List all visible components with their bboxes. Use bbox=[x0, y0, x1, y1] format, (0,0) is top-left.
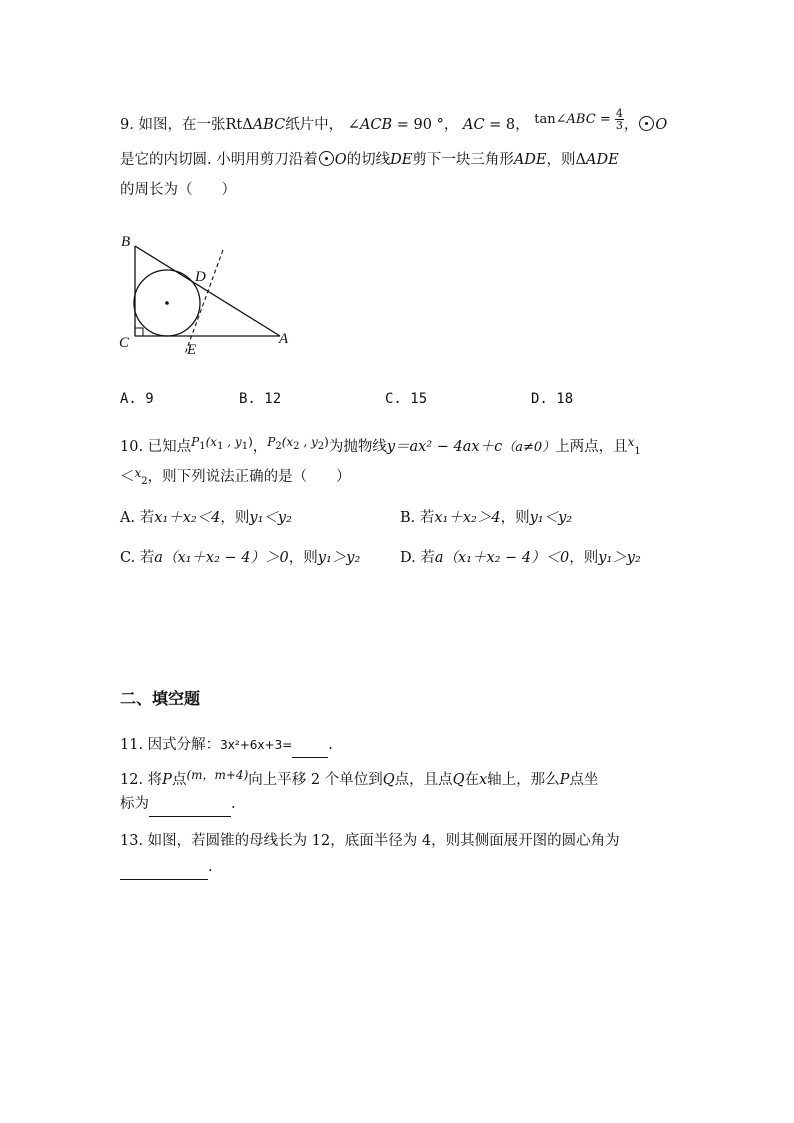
triangle-incircle-figure bbox=[115, 230, 295, 360]
q12-line2: 标为 . bbox=[120, 794, 236, 817]
q9-option-a[interactable]: A. 9 bbox=[120, 391, 154, 407]
q10-number: 10. bbox=[120, 439, 144, 455]
q9-option-c[interactable]: C. 15 bbox=[385, 391, 428, 407]
q10-option-a[interactable]: A. 若x₁＋x₂＜4，则y₁＜y₂ bbox=[120, 510, 292, 526]
point-p1: P1(x1 , y1) bbox=[191, 435, 253, 452]
tangent-de bbox=[185, 250, 223, 354]
label-e: E bbox=[187, 342, 197, 358]
q9-option-b[interactable]: B. 12 bbox=[239, 391, 282, 407]
incircle-center bbox=[165, 301, 169, 305]
fraction-4-3: $\frac{4}{3}$ bbox=[615, 107, 623, 132]
section-heading-fill-in: 二、填空题 bbox=[120, 689, 201, 708]
label-c: C bbox=[119, 335, 130, 351]
q11-line: 11. 因式分解：3x²+6x+3= . bbox=[120, 735, 333, 758]
q9-number: 9. bbox=[120, 117, 134, 133]
q13-number: 13. bbox=[120, 833, 144, 849]
q12-answer-blank[interactable] bbox=[149, 796, 231, 817]
label-b: B bbox=[121, 234, 131, 250]
q10-line1: 10. 已知点$^{P_1(x_1 , y_1)}$，$^{P_2(x_2 , y_2)}$为抛物线y＝ax² − 4ax＋c（a≠0）上两点，且$^x_1$ bbox=[120, 435, 641, 457]
q13-line1: 13. 如图，若圆锥的母线长为 12，底面半径为 4，则其侧面展开图的圆心角为 bbox=[120, 833, 620, 849]
q12-number: 12. bbox=[120, 772, 144, 788]
q11-answer-blank[interactable] bbox=[292, 737, 328, 758]
q9-line3: 的周长为（ ） bbox=[120, 182, 236, 198]
q9-option-d[interactable]: D. 18 bbox=[531, 391, 574, 407]
q10-option-c[interactable]: C. 若a（x₁＋x₂ − 4）＞0，则y₁＞y₂ bbox=[120, 550, 361, 566]
q10-option-b[interactable]: B. 若x₁＋x₂＞4，则y₁＜y₂ bbox=[400, 510, 573, 526]
right-angle-mark bbox=[135, 328, 143, 336]
circle-dot-icon bbox=[319, 151, 334, 166]
label-a: A bbox=[279, 331, 289, 347]
q13-line2: . bbox=[120, 857, 213, 880]
tan-expression: tan∠ABC = $\frac{4}{3}$ bbox=[534, 107, 623, 132]
q9-line2: 是它的内切圆. 小明用剪刀沿着 O的切线DE剪下一块三角形ADE，则ΔADE bbox=[120, 152, 619, 168]
q13-answer-blank[interactable] bbox=[120, 859, 208, 880]
point-p2: P2(x2 , y2) bbox=[267, 435, 329, 452]
q9-line1: 9. 如图，在一张RtΔABC纸片中， ∠ACB = 90 °， AC = 8， tan∠ABC = $\frac{4}{3}$ ， O bbox=[120, 107, 668, 133]
circle-dot-icon bbox=[639, 116, 654, 131]
label-d: D bbox=[195, 269, 206, 285]
q10-option-d[interactable]: D. 若a（x₁＋x₂ − 4）＜0，则y₁＞y₂ bbox=[400, 550, 641, 566]
q11-number: 11. bbox=[120, 737, 144, 753]
q10-line2: ＜$^x_2$，则下列说法正确的是（ ） bbox=[120, 466, 351, 487]
q12-line1: 12. 将P点$^{(m,m+4)}$向上平移 2 个单位到Q点，且点Q在x轴上，那么P点坐 bbox=[120, 768, 599, 788]
